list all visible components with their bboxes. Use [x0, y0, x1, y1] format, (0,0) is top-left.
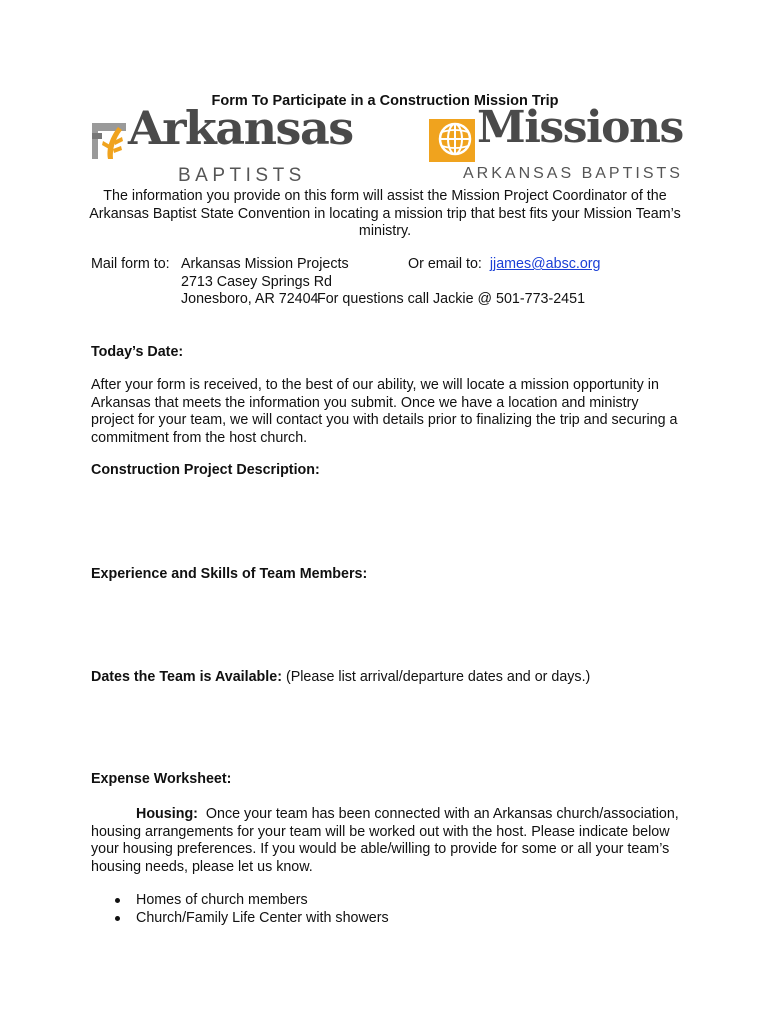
address-line-2: 2713 Casey Springs Rd — [181, 273, 332, 290]
dates-available-line — [91, 669, 681, 687]
logo-missions-word: Missions — [477, 102, 683, 153]
housing-text: Once your team has been connected with an Arkansas church/association, housing arrangements for your team will be worked out with the host. Please indicate below your housing preferences. If you would be able/willing to provide for some or all your team’s housing needs, please let us know. — [91, 806, 679, 875]
expense-worksheet-label: Expense Worksheet: — [91, 771, 232, 787]
address-line-1: Arkansas Mission Projects — [181, 256, 349, 272]
questions-contact: For questions call Jackie @ 501-773-2451 — [317, 291, 586, 307]
or-email-label: Or email to: — [408, 256, 482, 272]
logo-arkansas-word: Arkansas — [128, 101, 353, 155]
housing-label: Housing: — [136, 806, 198, 822]
after-paragraph: After your form is received, to the best of our ability, we will locate a mission opportunity in Arkansas that meets the information you submit. Once we have a location and ministry project for your team, we will contact you with details prior to finalizing the trip and securing a commitment from the host church. — [91, 377, 678, 446]
todays-date-label: Today’s Date: — [91, 344, 184, 360]
wheat-icon — [92, 121, 128, 161]
page-title: Form To Participate in a Construction Mission Trip — [211, 93, 559, 109]
address-line-3: Jonesboro, AR 72404 — [181, 291, 319, 307]
mail-form-label: Mail form to: — [91, 256, 170, 272]
dates-available-label: Dates the Team is Available: — [91, 669, 282, 685]
email-line — [408, 256, 601, 274]
missions-logo — [429, 102, 711, 185]
globe-cross-icon — [429, 119, 475, 162]
construction-description-label: Construction Project Description: — [91, 462, 320, 478]
housing-paragraph — [91, 806, 681, 876]
logo-arkansas-baptists-sub: ARKANSAS BAPTISTS — [463, 165, 683, 182]
housing-options-list — [112, 891, 389, 927]
experience-skills-label: Experience and Skills of Team Members: — [91, 566, 368, 582]
logo-baptists-word: BAPTISTS — [178, 165, 306, 186]
email-link[interactable]: jjames@absc.org — [489, 256, 601, 272]
arkansas-baptists-logo — [92, 101, 364, 186]
intro-paragraph: The information you provide on this form will assist the Mission Project Coordinator of the Arkansas Baptist State Convention in locating a mission trip that best fits your Mission Team’s ministry. — [89, 188, 681, 239]
list-item: Homes of church members — [112, 891, 389, 909]
dates-available-note: (Please list arrival/departure dates and or days.) — [285, 669, 591, 685]
list-item: Church/Family Life Center with showers — [112, 909, 389, 927]
